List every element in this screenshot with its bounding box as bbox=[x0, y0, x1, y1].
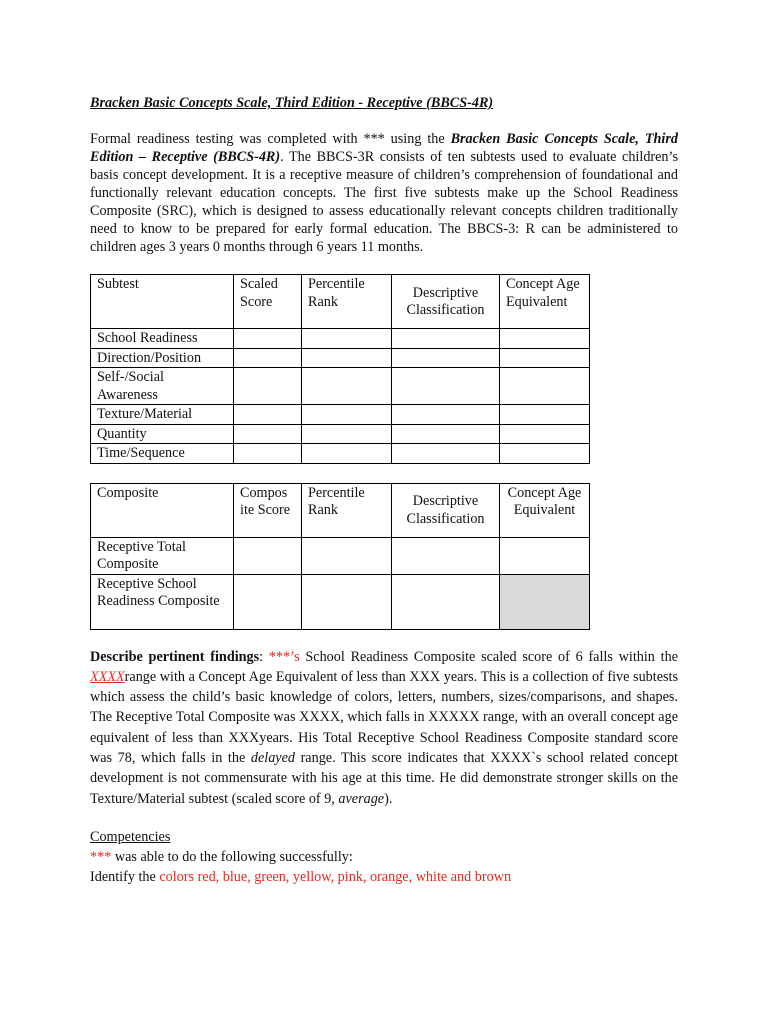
row-label: Texture/Material bbox=[91, 405, 234, 425]
header-cell: Percentile Rank bbox=[302, 275, 392, 329]
average-term: average bbox=[338, 790, 385, 807]
delayed-term: delayed bbox=[250, 749, 295, 766]
competencies-heading: Competencies bbox=[90, 828, 171, 845]
table-row bbox=[91, 537, 590, 574]
colors-list: colors red, blue, green, yellow, pink, orange, white and brown bbox=[159, 868, 512, 885]
table-header-row bbox=[91, 483, 590, 537]
table-row bbox=[91, 329, 590, 349]
table-row bbox=[91, 348, 590, 368]
placeholder-range: XXXX bbox=[90, 668, 125, 685]
table-row bbox=[91, 368, 590, 405]
subtest-table bbox=[90, 274, 590, 464]
header-cell: Descriptive Classification bbox=[392, 483, 500, 537]
header-cell: Subtest bbox=[91, 275, 234, 329]
row-label: Time/Sequence bbox=[91, 444, 234, 464]
header-cell: Scaled Score bbox=[234, 275, 302, 329]
test-title: Bracken Basic Concepts Scale, Third Edition – Receptive (BBCS-4R) bbox=[90, 131, 678, 165]
intro-text-1: Formal readiness testing was completed with *** using the bbox=[90, 131, 451, 147]
competencies-line-2: Identify the colors red, blue, green, yellow, pink, orange, white and brown bbox=[90, 868, 512, 885]
header-cell: Percentile Rank bbox=[302, 483, 392, 537]
competencies-line-1: *** was able to do the following successfully: bbox=[90, 848, 353, 865]
header-cell: Composite bbox=[91, 483, 234, 537]
header-cell: Concept Age Equivalent bbox=[500, 483, 590, 537]
row-label: Quantity bbox=[91, 424, 234, 444]
table-header-row bbox=[91, 275, 590, 329]
row-label: Self-/Social Awareness bbox=[91, 368, 234, 405]
row-label: Receptive Total Composite bbox=[91, 537, 234, 574]
findings-label: Describe pertinent findings bbox=[90, 648, 260, 665]
intro-text-2: . The BBCS-3R consists of ten subtests used to evaluate children’s basis concept development. It is a receptive measure of children’s comprehension of foundational and functionally relevant education concepts. The first five subtests make up the School Readiness Composite (SRC), which is designed to assess educationally relevant concepts children traditionally need to know to be prepared for early formal education. The BBCS-3: R can be administered to children ages 3 years 0 months through 6 years 11 months. bbox=[90, 149, 678, 255]
row-label: Receptive School Readiness Composite bbox=[91, 574, 234, 629]
table-row bbox=[91, 424, 590, 444]
section-heading: Bracken Basic Concepts Scale, Third Edition - Receptive (BBCS-4R) bbox=[90, 95, 494, 111]
table-row bbox=[91, 444, 590, 464]
placeholder-stars: *** bbox=[90, 848, 112, 865]
header-cell: Descriptive Classification bbox=[392, 275, 500, 329]
table-row bbox=[91, 574, 590, 629]
table-row bbox=[91, 405, 590, 425]
findings-paragraph: Describe pertinent findings: ***’s School Readiness Composite scaled score of 6 falls within the XXXXrange with a Concept Age Equivalent of less than XXX years. This is a collection of five subtests which assess the child’s basic knowledge of colors, letters, numbers, sizes/comparisons, and shapes. The Receptive Total Composite was XXXX, which falls in XXXXX range, with an overall concept age equivalent of less than XXXyears. His Total Receptive School Readiness Composite standard score was 78, which falls in the delayed range. This score indicates that XXXX`s school related concept development is not commensurate with his age at this time. He did demonstrate stronger skills on the Texture/Material subtest (scaled score of 9, average). bbox=[90, 648, 679, 807]
header-cell: Compos ite Score bbox=[234, 483, 302, 537]
intro-paragraph bbox=[90, 130, 678, 256]
placeholder-name: ***’s bbox=[268, 648, 300, 665]
composite-table bbox=[90, 483, 590, 630]
row-label: School Readiness bbox=[91, 329, 234, 349]
header-cell: Concept Age Equivalent bbox=[500, 275, 590, 329]
shaded-cell bbox=[500, 574, 590, 629]
document-page bbox=[90, 94, 678, 887]
row-label: Direction/Position bbox=[91, 348, 234, 368]
